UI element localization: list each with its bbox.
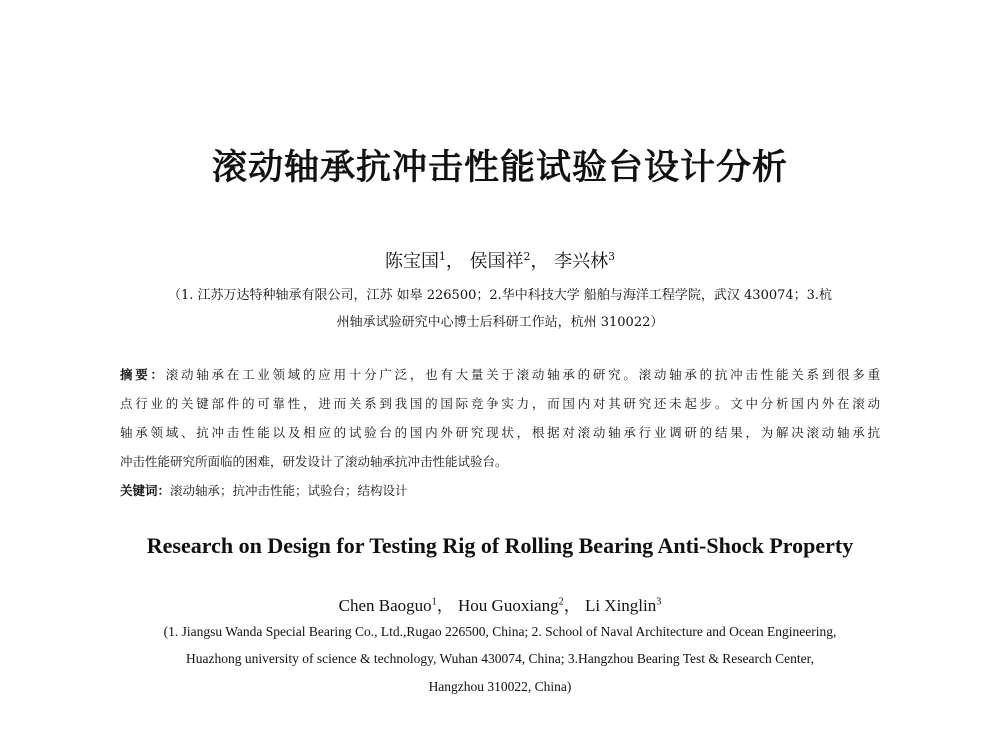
author-affiliation-marker: 3 [608, 250, 616, 263]
author-name: Hou Guoxiang [458, 596, 559, 615]
author-separator: ， [445, 251, 464, 272]
abstract-text: 滚动轴承在工业领域的应用十分广泛，也有大量关于滚动轴承的研究。滚动轴承的抗冲击性能关系到很多重 [165, 367, 880, 382]
chinese-title: 滚动轴承抗冲击性能试验台设计分析 [211, 147, 788, 188]
english-affiliation-line: Huazhong university of science & technology, Wuhan 430074, China; 3.Hangzhou Bearing Test & Research Center, [186, 651, 814, 666]
english-affiliation-line: Hangzhou 310022, China) [428, 679, 572, 694]
keywords-text: 滚动轴承；抗冲击性能；试验台；结构设计 [170, 483, 408, 498]
abstract-line: 冲击性能研究所面临的困难，研发设计了滚动轴承抗冲击性能试验台。 [120, 454, 508, 469]
author-name: 陈宝国 [384, 251, 439, 272]
author-affiliation-marker: 1 [438, 250, 446, 263]
author-affiliation-marker: 1 [431, 596, 437, 608]
chinese-affiliation-line: （1. 江苏万达特种轴承有限公司，江苏 如皋 226500；2.华中科技大学 船舶与海洋工程学院，武汉 430074；3.杭 [167, 288, 833, 303]
keywords-label: 关键词： [120, 483, 171, 498]
english-affiliation-line: (1. Jiangsu Wanda Special Bearing Co., Ltd.,Rugao 226500, China; 2. School of Naval Architecture and Ocean Engineering, [163, 624, 837, 639]
author-separator: ， [563, 596, 581, 615]
abstract-label: 摘要： [120, 367, 166, 382]
author-name: Chen Baoguo [338, 596, 432, 615]
author-separator: ， [436, 596, 454, 615]
author-affiliation-marker: 3 [656, 596, 662, 608]
abstract-line: 点行业的关键部件的可靠性，进而关系到我国的国际竞争实力，而国内对其研究还未起步。文中分析国内外在滚动 [120, 396, 880, 411]
author-separator: ， [530, 251, 549, 272]
chinese-authors [0, 247, 1000, 273]
abstract-line [120, 365, 880, 383]
chinese-affiliation-line: 州轴承试验研究中心博士后科研工作站，杭州 310022） [336, 315, 664, 330]
author-name: 李兴林 [554, 251, 609, 272]
english-authors [0, 591, 1000, 616]
author-affiliation-marker: 2 [558, 596, 564, 608]
english-title: Research on Design for Testing Rig of Rolling Bearing Anti-Shock Property [146, 533, 854, 558]
author-name: Li Xinglin [584, 596, 657, 615]
abstract-line: 轴承领域、抗冲击性能以及相应的试验台的国内外研究现状，根据对滚动轴承行业调研的结果，为解决滚动轴承抗 [120, 425, 880, 440]
author-name: 侯国祥 [469, 251, 524, 272]
author-affiliation-marker: 2 [523, 250, 531, 263]
keywords-line [120, 481, 880, 499]
